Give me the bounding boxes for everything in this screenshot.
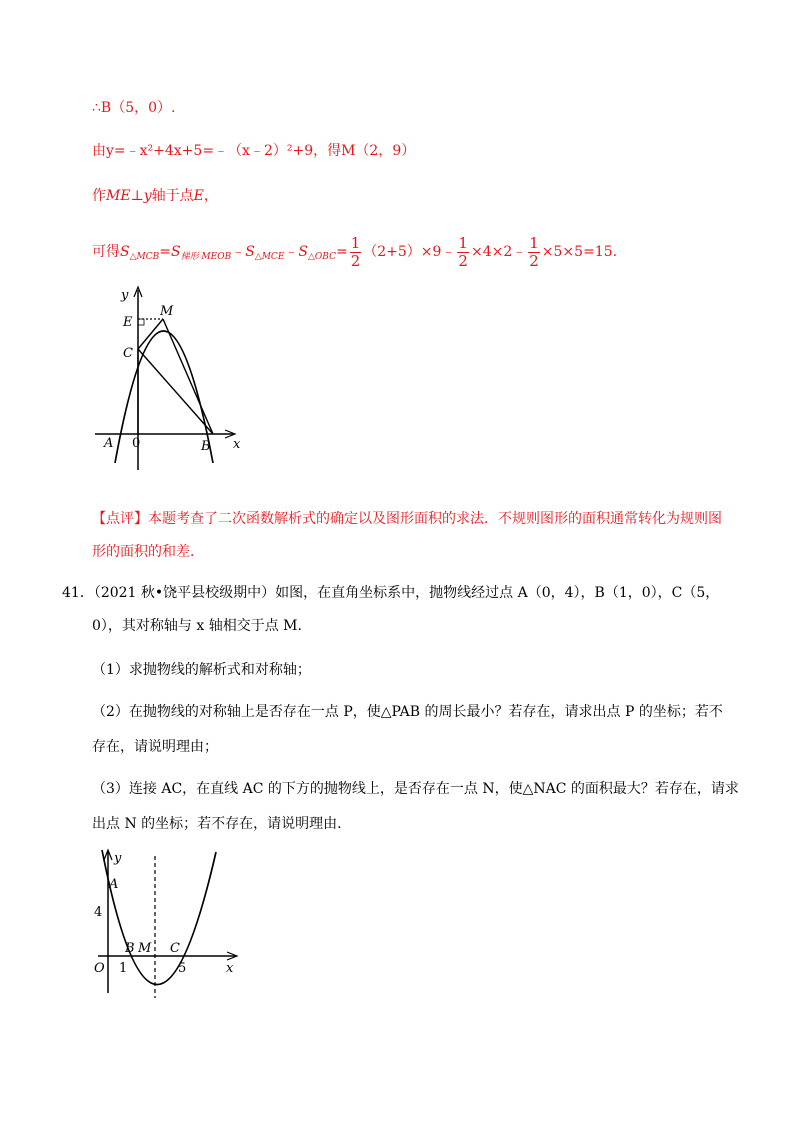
line3-me: ME [106,188,131,204]
fig2-label-4: 4 [94,905,103,920]
area-s1: $S_{\triangle MCB}$ [120,244,160,262]
fig2-label-a: A [109,877,119,892]
fraction-half-3: $\frac{1}{2}$ [529,233,539,270]
problem-stem-1: 如图，在直角坐标系中，抛物线经过点 A（0，4），B（1，0），C（5， [275,585,720,601]
area-s1-sub: △MCB [129,252,160,262]
figure-2-diagram [90,848,250,998]
fraction-half-1: $\frac{1}{2}$ [350,233,361,270]
area-s2: $S_{梯形 MEOB}$ [170,244,232,262]
fig2-label-c: C [170,941,180,956]
line3-perp: ⊥ [130,188,144,204]
area-s4-sub: △OBC [307,252,336,262]
comment-line-1 [92,509,722,529]
fig1-label-x: x [233,437,241,452]
solution-line-2: 由y=﹣x²+4x+5=﹣（x﹣2）²+9，得M（2，9） [92,143,416,159]
question-1: （1）求抛物线的解析式和对称轴； [92,662,311,678]
fig1-label-b: B [201,439,211,454]
area-s2-sub: 梯形 MEOB [180,252,232,262]
fig2-label-5: 5 [178,961,187,976]
question-3-line-1: （3）连接 AC，在直线 AC 的下方的抛物线上，是否存在一点 N，使△NAC 的面积最大？若存在，请求 [92,781,739,797]
problem-41-stem-2: 0），其对称轴与 x 轴相交于点 M. [92,618,302,634]
fig2-label-x: x [226,961,234,976]
line4-part2: ×4×2﹣ [470,244,527,260]
area-s3-sub: △MCE [254,252,285,262]
line3-y: y [143,188,152,204]
line3-e: E [193,188,204,204]
line4-part1: （2+5）×9﹣ [363,244,456,260]
problem-source: （2021 秋•饶平县校级期中） [93,585,276,601]
solution-line-1: ∴B（5，0）. [92,100,176,116]
fig2-label-1: 1 [119,961,128,976]
fig2-label-m: M [138,941,152,956]
line3-prefix: 作 [92,188,106,204]
fig1-label-y: y [121,288,129,303]
line4-part3: ×5×5=15. [541,244,618,260]
area-s3: $S_{\triangle MCE}$ [245,244,285,262]
question-2-line-2: 存在，请说明理由； [92,739,218,755]
fig2-label-b: B [125,941,135,956]
solution-line-3 [92,186,218,206]
fig1-label-c: C [123,346,133,361]
problem-number: 41． [62,585,94,601]
question-2-line-1: （2）在抛物线的对称轴上是否存在一点 P，使△PAB 的周长最小？若存在，请求出点 P 的坐标；若不 [92,704,723,720]
solution-line-4: 可得$S_{\triangle MCB}=S_{梯形 MEOB}﹣S_{\triangle MCE}﹣S_{\triangle OBC}=$ $\frac{1}{2}$ （2+5）×9﹣ $\frac{1}{2}$ ×4×2﹣ $\frac{1}{2}$ ×5×5=15. [92,233,618,270]
fig1-label-a: A [104,436,114,451]
line3-end: ， [203,188,218,204]
line3-suffix: 轴于点 [151,188,194,204]
problem-41-stem-1 [62,583,719,603]
fig2-label-o: O [94,961,105,976]
comment-tag: 【点评】 [92,511,148,527]
fig2-label-y: y [114,851,122,866]
question-3-line-2: 出点 N 的坐标；若不存在，请说明理由. [92,816,342,832]
line4-prefix: 可得 [92,244,120,260]
fraction-half-2: $\frac{1}{2}$ [458,233,468,270]
comment-text-1: 本题考查了二次函数解析式的确定以及图形面积的求法．不规则图形的面积通常转化为规则图 [148,511,722,527]
comment-line-2: 形的面积的和差． [92,544,204,560]
area-s4: $S_{\triangle OBC}$ [298,244,336,262]
fig1-label-e: E [123,315,133,330]
fig1-label-o: 0 [132,436,141,451]
fig1-label-m: M [160,304,174,319]
figure-1-diagram [95,285,255,475]
